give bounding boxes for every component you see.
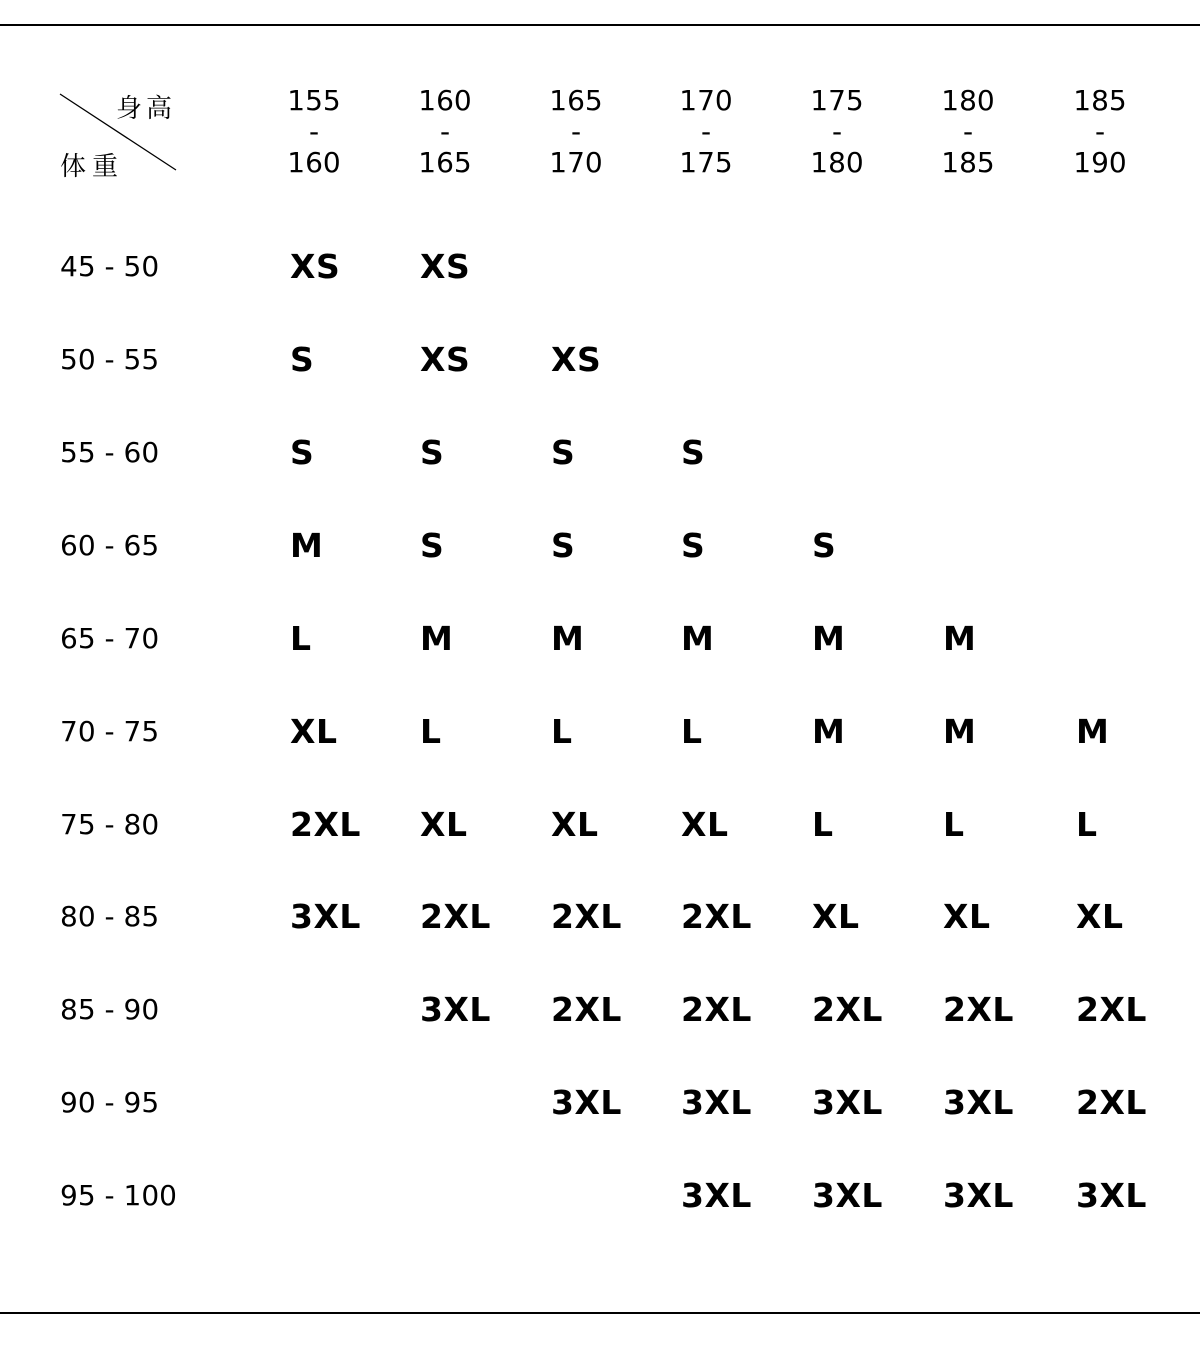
size-cell: 3XL [681,1083,752,1122]
bottom-rule [0,1312,1200,1314]
height-range-to: 180 [810,146,864,179]
height-range-from: 180 [941,84,995,117]
size-cell: 3XL [812,1176,883,1215]
size-cell: 2XL [1076,990,1147,1029]
height-axis-label: 身高 [116,94,177,124]
size-cell: 2XL [1076,1083,1147,1122]
weight-range-label: 65 - 70 [60,622,160,655]
size-cell: S [551,433,576,472]
size-cell: 3XL [290,897,361,936]
size-cell: XL [812,897,860,936]
size-cell: XL [290,712,338,751]
size-cell: 2XL [420,897,491,936]
height-range-to: 175 [679,146,733,179]
height-range-from: 155 [287,84,341,117]
weight-range-label: 95 - 100 [60,1179,177,1212]
size-cell: S [812,526,837,565]
height-range-from: 165 [549,84,603,117]
size-cell: M [812,712,846,751]
size-cell: L [943,805,965,844]
size-cell: 2XL [943,990,1014,1029]
size-cell: S [551,526,576,565]
size-cell: 3XL [420,990,491,1029]
size-cell: M [943,619,977,658]
size-cell: 3XL [812,1083,883,1122]
size-cell: 2XL [290,805,361,844]
weight-range-label: 85 - 90 [60,993,160,1026]
height-range-header [536,85,616,178]
height-range-header [274,85,354,178]
size-cell: 3XL [681,1176,752,1215]
size-cell: 3XL [1076,1176,1147,1215]
size-cell: L [681,712,703,751]
size-cell: S [681,433,706,472]
size-cell: 2XL [812,990,883,1029]
size-cell: M [1076,712,1110,751]
weight-axis-label: 体重 [60,152,125,182]
size-cell: XL [420,805,468,844]
weight-range-label: 45 - 50 [60,250,160,283]
top-rule [0,24,1200,26]
height-range-sep: - [439,115,451,148]
height-range-sep: - [700,115,712,148]
size-cell: S [681,526,706,565]
size-cell: XS [420,247,471,286]
weight-range-label: 90 - 95 [60,1086,160,1119]
size-cell: XL [1076,897,1124,936]
height-range-from: 185 [1073,84,1127,117]
height-range-sep: - [831,115,843,148]
size-cell: 3XL [551,1083,622,1122]
height-range-to: 185 [941,146,995,179]
size-cell: S [290,340,315,379]
height-range-sep: - [570,115,582,148]
table-corner-header [58,88,188,188]
size-cell: L [290,619,312,658]
height-range-header [405,85,485,178]
height-range-from: 170 [679,84,733,117]
size-cell: M [290,526,324,565]
size-cell: L [1076,805,1098,844]
height-range-header [1060,85,1140,178]
size-cell: 3XL [943,1176,1014,1215]
height-range-to: 165 [418,146,472,179]
size-cell: 3XL [943,1083,1014,1122]
weight-range-label: 75 - 80 [60,808,160,841]
height-range-header [797,85,877,178]
weight-range-label: 55 - 60 [60,436,160,469]
size-cell: M [681,619,715,658]
height-range-sep: - [1094,115,1106,148]
weight-range-label: 80 - 85 [60,900,160,933]
size-cell: L [812,805,834,844]
size-cell: L [551,712,573,751]
size-cell: 2XL [551,897,622,936]
size-cell: S [420,526,445,565]
size-cell: S [420,433,445,472]
height-range-header [928,85,1008,178]
size-cell: M [812,619,846,658]
size-cell: 2XL [681,897,752,936]
size-cell: 2XL [681,990,752,1029]
size-cell: M [943,712,977,751]
height-range-from: 175 [810,84,864,117]
height-range-from: 160 [418,84,472,117]
size-cell: XS [290,247,341,286]
size-cell: M [420,619,454,658]
size-cell: XL [681,805,729,844]
height-range-to: 160 [287,146,341,179]
size-cell: XS [420,340,471,379]
size-cell: L [420,712,442,751]
size-cell: S [290,433,315,472]
weight-range-label: 60 - 65 [60,529,160,562]
weight-range-label: 70 - 75 [60,715,160,748]
size-cell: M [551,619,585,658]
size-cell: XL [551,805,599,844]
height-range-sep: - [308,115,320,148]
size-cell: 2XL [551,990,622,1029]
height-range-sep: - [962,115,974,148]
height-range-to: 190 [1073,146,1127,179]
height-range-header [666,85,746,178]
weight-range-label: 50 - 55 [60,343,160,376]
size-cell: XS [551,340,602,379]
size-cell: XL [943,897,991,936]
height-range-to: 170 [549,146,603,179]
